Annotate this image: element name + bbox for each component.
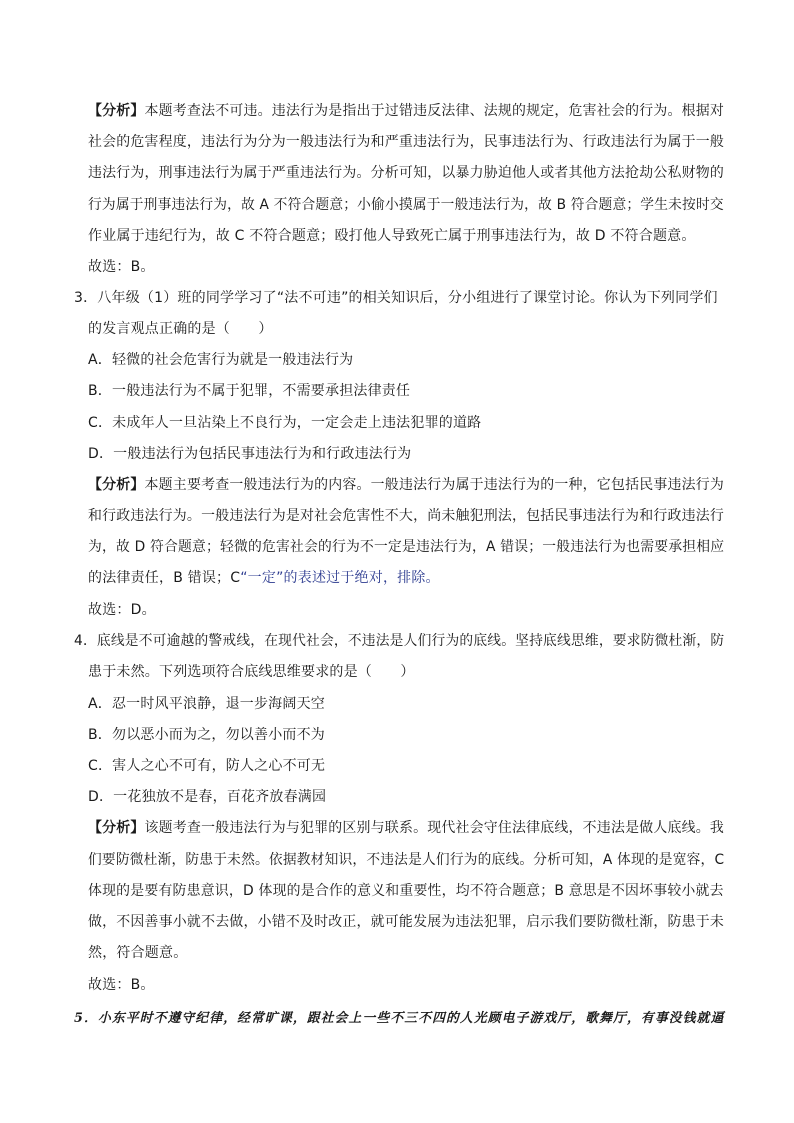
q4-analysis-line-4: 做，不因善事小就不去做，小错不及时改正，就可能发展为违法犯罪，启示我们要防微杜渐，防患于未 — [88, 914, 724, 930]
q2-analysis-line-2: 社会的危害程度，违法行为分为一般违法行为和严重违法行为，民事违法行为、行政违法行为属于一般 — [88, 134, 724, 150]
q3-analysis-line-4: 的法律责任，B 错误；C“一定”的表述过于绝对，排除。 — [88, 570, 440, 586]
q4-analysis-line-2: 们要防微杜渐，防患于未然。依据教材知识，不违法是人们行为的底线。分析可知，A 体现的是宽容，C — [88, 852, 725, 868]
q3-option-b: B．一般违法行为不属于犯罪，不需要承担法律责任 — [88, 383, 411, 399]
q5-stem-line-1: 5．小东平时不遵守纪律，经常旷课，跟社会上一些不三不四的人光顾电子游戏厅，歌舞厅，有事没钱就逼 — [74, 1011, 725, 1026]
highlighted-text: “一定”的表述过于绝对，排除。 — [240, 570, 440, 586]
q3-analysis-line-2: 和行政违法行为。一般违法行为是对社会危害性不大，尚未触犯刑法，包括民事违法行为和行政违法行 — [88, 508, 724, 524]
q4-stem-line-1: 4．底线是不可逾越的警戒线，在现代社会，不违法是人们行为的底线。坚持底线思维，要求防微杜渐，防 — [74, 633, 725, 649]
q2-answer: 故选：B。 — [88, 259, 155, 275]
q3-stem-line-2: 的发言观点正确的是（ ） — [88, 321, 273, 337]
q4-analysis-line-3: 体现的是要有防患意识，D 体现的是合作的意义和重要性，均不符合题意；B 意思是不因坏事较小就去 — [88, 883, 724, 899]
q3-stem-line-1: 3．八年级（1）班的同学学习了“法不可违”的相关知识后，分小组进行了课堂讨论。你认为下列同学们 — [74, 290, 718, 306]
q4-option-b: B．勿以恶小而为之，勿以善小而不为 — [88, 727, 326, 743]
q4-analysis-line-1: 【分析】该题考查一般违法行为与犯罪的区别与联系。现代社会守住法律底线，不违法是做人底线。我 — [88, 820, 725, 836]
q3-option-d: D．一般违法行为包括民事违法行为和行政违法行为 — [88, 446, 412, 462]
q3-option-c: C．未成年人一旦沾染上不良行为，一定会走上违法犯罪的道路 — [88, 415, 482, 431]
q2-analysis-line-4: 行为属于刑事违法行为，故 A 不符合题意；小偷小摸属于一般违法行为，故 B 符合题意；学生未按时交 — [88, 197, 724, 213]
q4-answer: 故选：B。 — [88, 977, 155, 993]
q3-option-a: A．轻微的社会危害行为就是一般违法行为 — [88, 352, 354, 368]
q3-analysis-line-1: 【分析】本题主要考查一般违法行为的内容。一般违法行为属于违法行为的一种，它包括民事违法行为 — [88, 477, 725, 493]
q2-analysis-line-1: 【分析】本题考查法不可违。违法行为是指出于过错违反法律、法规的规定，危害社会的行为。根据对 — [88, 103, 725, 119]
q4-option-a: A．忍一时风平浪静，退一步海阔天空 — [88, 696, 325, 712]
q3-analysis-line-3: 为，故 D 符合题意；轻微的危害社会的行为不一定是违法行为，A 错误；一般违法行为也需要承担相应 — [88, 539, 725, 555]
q3-answer: 故选：D。 — [88, 602, 156, 618]
q2-analysis-line-3: 违法行为，刑事违法行为属于严重违法行为。分析可知，以暴力胁迫他人或者其他方法抢劫公私财物的 — [88, 165, 724, 181]
analysis-tag: 【分析】 — [88, 477, 145, 493]
q4-option-c: C．害人之心不可有，防人之心不可无 — [88, 758, 326, 774]
q4-stem-line-2: 患于未然。下列选项符合底线思维要求的是（ ） — [88, 664, 415, 680]
q2-analysis-line-5: 作业属于违纪行为，故 C 不符合题意；殴打他人导致死亡属于刑事违法行为，故 D 不符合题意。 — [88, 228, 696, 244]
q4-option-d: D．一花独放不是春，百花齐放春满园 — [88, 789, 327, 805]
analysis-tag: 【分析】 — [88, 820, 145, 836]
q4-analysis-line-5: 然，符合题意。 — [88, 945, 188, 961]
analysis-tag: 【分析】 — [88, 103, 145, 119]
